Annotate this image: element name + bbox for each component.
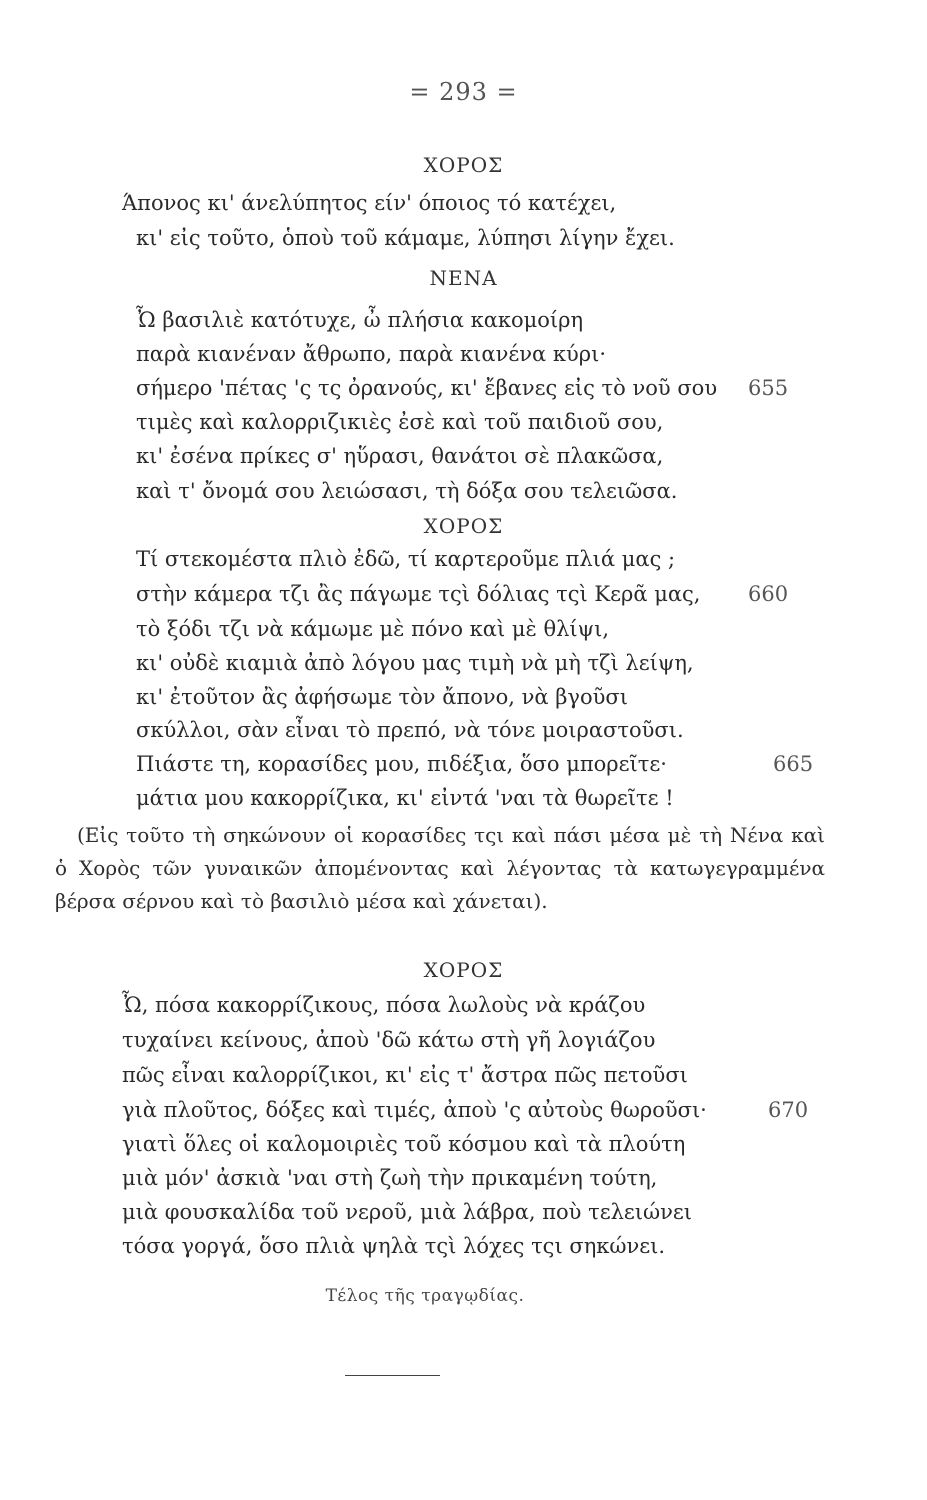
verse-line	[0, 747, 927, 781]
verse-text: σκύλλοι, σὰν εἶναι τὸ πρεπό, νὰ τόνε μοιραστοῦσι.	[136, 718, 684, 742]
line-number: 665	[773, 752, 814, 776]
verse-text: τὸ ξόδι τζι νὰ κάμωμε μὲ πόνο καὶ μὲ θλίψι,	[136, 617, 610, 641]
verse-text: κι' οὐδὲ κιαμιὰ ἀπὸ λόγου μας τιμὴ νὰ μὴ τζὶ λείψη,	[136, 651, 694, 675]
verse-text: μιὰ φουσκαλίδα τοῦ νεροῦ, μιὰ λάβρα, ποὺ τελειώνει	[122, 1200, 693, 1224]
verse-line	[0, 680, 927, 714]
line-number: 670	[768, 1098, 809, 1122]
verse-text: παρὰ κιανέναν ἄθρωπο, παρὰ κιανένα κύρι·	[136, 342, 606, 366]
speaker-heading: ΧΟΡΟΣ	[423, 514, 504, 538]
verse-line	[0, 1195, 927, 1229]
verse-text: καὶ τ' ὄνομά σου λειώσασι, τὴ δόξα σου τελειῶσα.	[136, 479, 678, 503]
verse-text: στὴν κάμερα τζι ἂς πάγωμε τςὶ δόλιας τςὶ Κερᾶ μας,	[136, 582, 701, 606]
verse-text: μάτια μου κακορρίζικα, κι' εἰντά 'ναι τὰ θωρεῖτε !	[136, 786, 674, 810]
verse-text: τόσα γοργά, ὅσο πλιὰ ψηλὰ τςὶ λόχες τςι σηκώνει.	[122, 1234, 666, 1258]
verse-text: σήμερο 'πέτας 'ς τς ὀρανούς, κι' ἔβανες εἰς τὸ νοῦ σου	[136, 376, 718, 400]
verse-line	[0, 1058, 927, 1092]
speaker-heading: ΧΟΡΟΣ	[423, 153, 504, 177]
speaker-heading: ΧΟΡΟΣ	[423, 958, 504, 982]
verse-line	[0, 1161, 927, 1195]
verse-line	[0, 474, 927, 508]
verse-line	[0, 542, 927, 576]
verse-line	[0, 713, 927, 747]
end-note: Τέλος τῆς τραγῳδίας.	[325, 1286, 525, 1306]
verse-text: τιμὲς καὶ καλορριζικιὲς ἐσὲ καὶ τοῦ παιδιοῦ σου,	[136, 410, 664, 434]
verse-text: γιατὶ ὅλες οἱ καλομοιριὲς τοῦ κόσμου καὶ τὰ πλούτη	[122, 1132, 686, 1156]
verse-line	[0, 439, 927, 473]
verse-line	[0, 337, 927, 371]
verse-line	[0, 988, 927, 1022]
verse-text: πῶς εἶναι καλορρίζικοι, κι' εἰς τ' ἄστρα πῶς πετοῦσι	[122, 1063, 688, 1087]
verse-line	[0, 371, 927, 405]
verse-line	[0, 405, 927, 439]
verse-text: Τί στεκομέστα πλιὸ ἐδῶ, τί καρτεροῦμε πλιά μας ;	[136, 547, 676, 571]
verse-text: Άπονος κι' άνελύπητος είν' όποιος τό κατέχει,	[122, 191, 617, 215]
page-number: = 293 =	[409, 78, 518, 106]
verse-text: Ὦ, πόσα κακορρίζικους, πόσα λωλοὺς νὰ κράζου	[122, 993, 646, 1017]
verse-line	[0, 577, 927, 611]
verse-line	[0, 1093, 927, 1127]
verse-text: κι' εἰς τοῦτο, ὁποὺ τοῦ κάμαμε, λύπησι λίγην ἔχει.	[136, 226, 675, 250]
verse-line	[0, 612, 927, 646]
verse-line	[0, 1127, 927, 1161]
line-number: 655	[748, 376, 789, 400]
verse-text: μιὰ μόν' ἀσκιὰ 'ναι στὴ ζωὴ τὴν πρικαμένη τούτη,	[122, 1166, 658, 1190]
verse-text: Πιάστε τη, κορασίδες μου, πιδέξια, ὅσο μπορεῖτε·	[136, 752, 667, 776]
verse-text: κι' ἐσένα πρίκες σ' ηὕρασι, θανάτοι σὲ πλακῶσα,	[136, 444, 664, 468]
speaker-heading: ΝΕΝΑ	[429, 266, 498, 290]
stage-direction: (Εἰς τοῦτο τὴ σηκώνουν οἱ κορασίδες τςι καὶ πάσι μέσα μὲ τὴ Νένα καὶ ὁ Χορὸς τῶν γυναικῶν ἀπομένοντας καὶ λέγοντας τὰ κατωγεγραμμένα βέρσα σέρνου καὶ τὸ βασιλιὸ μέσα καὶ χάνεται).	[55, 823, 825, 913]
verse-line	[0, 186, 927, 220]
verse-text: γιὰ πλοῦτος, δόξες καὶ τιμές, ἀποὺ 'ς αὐτοὺς θωροῦσι·	[122, 1098, 707, 1122]
verse-line	[0, 1229, 927, 1263]
line-number: 660	[748, 582, 789, 606]
verse-line	[0, 646, 927, 680]
verse-line	[0, 303, 927, 337]
verse-text: Ὦ βασιλιὲ κατότυχε, ὦ πλήσια κακομοίρη	[136, 308, 584, 332]
verse-line	[0, 1023, 927, 1057]
verse-text: κι' ἐτοῦτον ἂς ἀφήσωμε τὸν ἄπονο, νὰ βγοῦσι	[136, 685, 628, 709]
verse-line	[0, 221, 927, 255]
verse-line	[0, 781, 927, 815]
closing-rule	[345, 1375, 440, 1376]
verse-text: τυχαίνει κείνους, ἀποὺ 'δῶ κάτω στὴ γῆ λογιάζου	[122, 1028, 656, 1052]
